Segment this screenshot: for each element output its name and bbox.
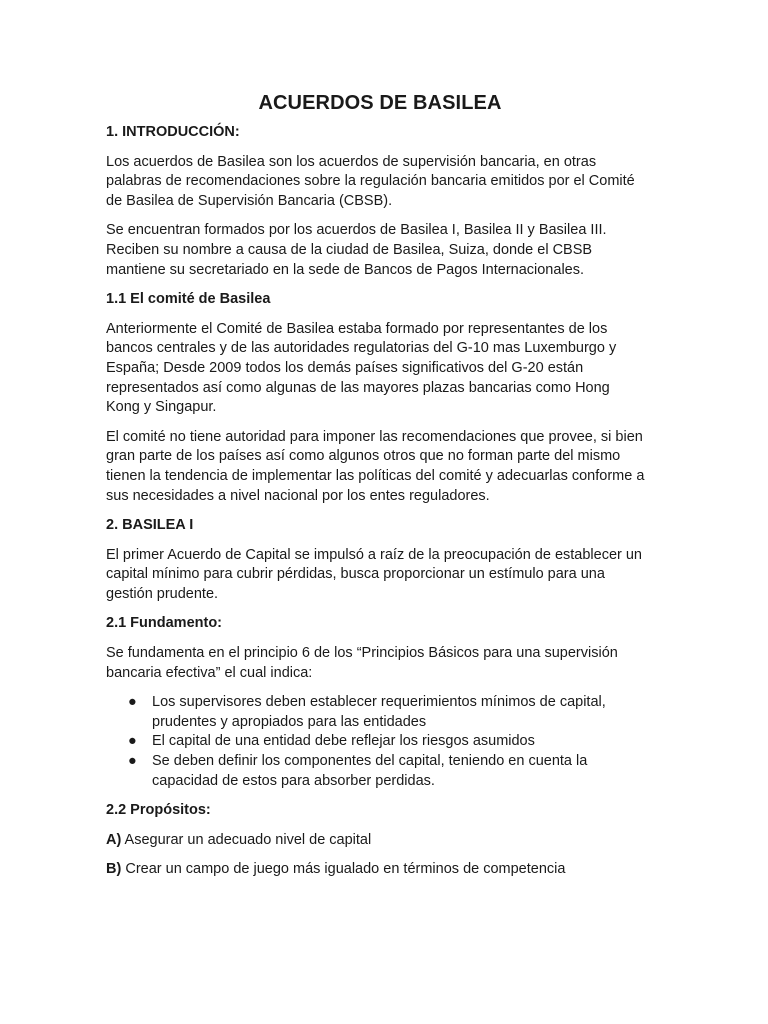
list-item-text: El capital de una entidad debe reflejar los riesgos asumidos: [152, 733, 535, 750]
section-heading-introduccion: 1. INTRODUCCIÓN:: [106, 124, 240, 140]
section-heading-propositos: 2.2 Propósitos:: [106, 802, 211, 819]
list-item: [106, 693, 646, 732]
paragraph-basilea-i-1: El primer Acuerdo de Capital se impulsó a raíz de la preocupación de establecer un capital mínimo para cubrir pérdidas, busca proporcionar un estímulo para una gestión prudente.: [106, 546, 642, 602]
paragraph-fundamento-1: Se fundamenta en el principio 6 de los “Principios Básicos para una supervisión bancaria efectiva” el cual indica:: [106, 645, 618, 681]
paragraph-comite-2: El comité no tiene autoridad para imponer las recomendaciones que provee, si bien gran parte de los países así como algunos otros que no forman parte del mismo tienen la tendencia de implementar las políticas del comité y adecuarlas conforme a sus necesidades a nivel nacional por los entes reguladores.: [106, 428, 645, 504]
bullet-icon: ●: [128, 733, 137, 750]
purpose-mark: B): [106, 861, 122, 878]
section-heading-basilea-i: 2. BASILEA I: [106, 517, 194, 534]
document-title: ACUERDOS DE BASILEA: [258, 92, 502, 114]
purpose-text: Asegurar un adecuado nivel de capital: [124, 831, 372, 848]
purpose-item-a: [106, 831, 646, 851]
section-heading-fundamento: 2.1 Fundamento:: [106, 615, 223, 632]
section-heading-comite: 1.1 El comité de Basilea: [106, 291, 271, 308]
list-item: [106, 732, 646, 752]
paragraph-comite-1: Anteriormente el Comité de Basilea estaba formado por representantes de los bancos centrales y de las autoridades regulatorias del G-10 mas Luxemburgo y España; Desde 2009 todos los demás países significativos del G-20 están representados así como algunas de las mayores plazas bancarias como Hong Kong y Singapur.: [106, 320, 617, 416]
bullet-icon: ●: [128, 753, 137, 770]
bullet-list: [106, 693, 646, 791]
list-item-text: Los supervisores deben establecer requerimientos mínimos de capital, prudentes y apropiados para las entidades: [152, 694, 606, 730]
list-item: [106, 752, 646, 791]
bullet-icon: ●: [128, 694, 137, 711]
paragraph-intro-1: Los acuerdos de Basilea son los acuerdos de supervisión bancaria, en otras palabras de recomendaciones sobre la regulación bancaria emitidos por el Comité de Basilea de Supervisión Bancaria (CBSB).: [106, 153, 635, 209]
purpose-item-b: [106, 860, 646, 880]
list-item-text: Se deben definir los componentes del capital, teniendo en cuenta la capacidad de estos para absorber perdidas.: [152, 753, 588, 789]
paragraph-intro-2: Se encuentran formados por los acuerdos de Basilea I, Basilea II y Basilea III. Reciben su nombre a causa de la ciudad de Basilea, Suiza, donde el CBSB mantiene su secretariado en la sede de Bancos de Pagos Internacionales.: [106, 222, 607, 278]
purpose-text: Crear un campo de juego más igualado en términos de competencia: [125, 861, 566, 878]
purpose-mark: A): [106, 831, 122, 848]
